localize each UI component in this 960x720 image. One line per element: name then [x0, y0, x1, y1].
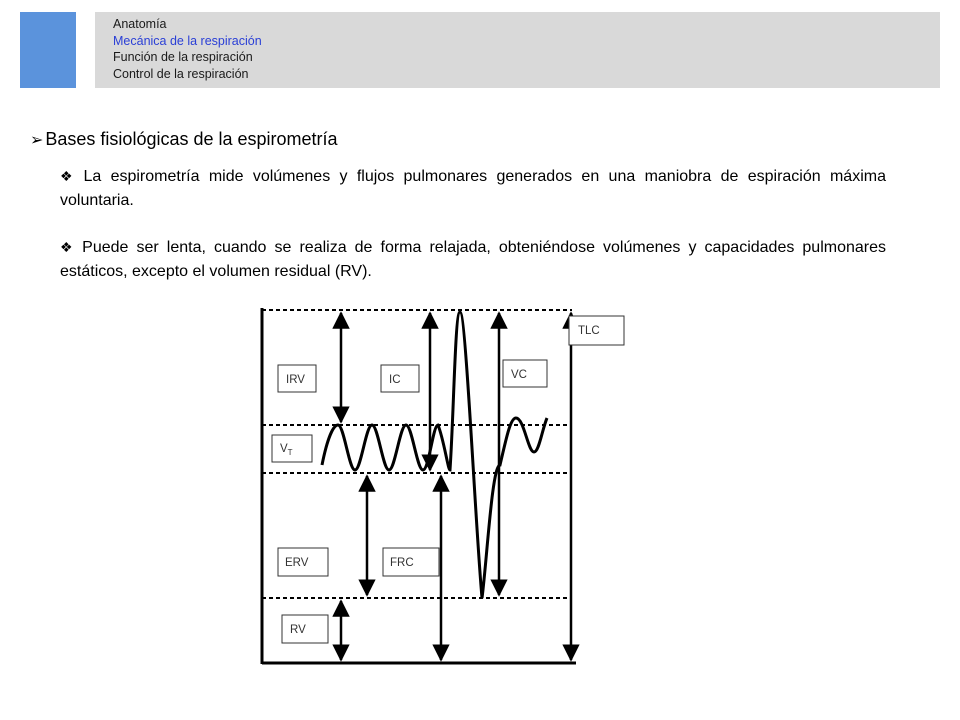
irv-label: IRV	[286, 374, 305, 386]
paragraph-1-text: La espirometría mide volúmenes y flujos pulmonares generados en una maniobra de espiración máxima voluntaria.	[60, 168, 886, 209]
diamond-bullet-icon: ❖	[60, 168, 78, 184]
erv-label: ERV	[285, 557, 309, 569]
vt-label-main: V	[280, 443, 288, 455]
nav-item-funcion[interactable]: Función de la respiración	[113, 50, 253, 64]
arrow-bullet-icon: ➢	[30, 131, 44, 149]
ic-label: IC	[389, 374, 401, 386]
vc-label: VC	[511, 369, 527, 381]
diamond-bullet-icon: ❖	[60, 239, 77, 255]
paragraph-2-text: Puede ser lenta, cuando se realiza de forma relajada, obteniéndose volúmenes y capacidades pulmonares estáticos, excepto el volumen residual (RV).	[60, 239, 887, 280]
heading-text: Bases fisiológicas de la espirometría	[45, 129, 338, 149]
tlc-label: TLC	[578, 325, 600, 337]
frc-label: FRC	[390, 557, 414, 569]
nav-item-mecanica[interactable]: Mecánica de la respiración	[113, 33, 262, 48]
rv-label: RV	[290, 624, 306, 636]
nav-item-control[interactable]: Control de la respiración	[113, 66, 249, 81]
nav-item-anatomia[interactable]: Anatomía	[113, 17, 167, 31]
vt-label-sub: T	[287, 448, 293, 457]
